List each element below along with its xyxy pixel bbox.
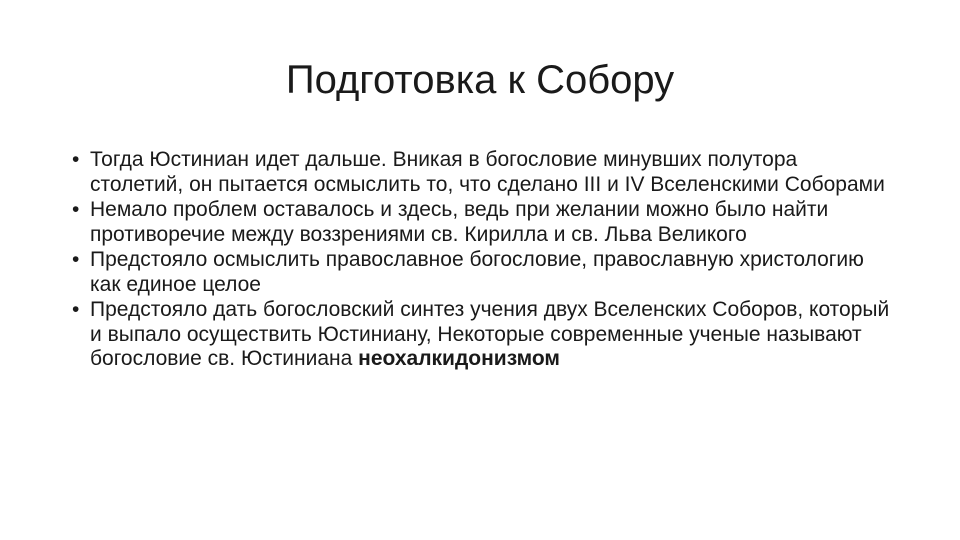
slide-title: Подготовка к Собору [285, 58, 675, 102]
bullet-text [90, 298, 889, 370]
bullet-item [72, 248, 892, 297]
bullet-text: Немало проблем оставалось и здесь, ведь при желании можно было найти противоречие между воззрениями св. Кирилла и св. Льва Великого [90, 198, 829, 246]
bullet-text-main: Предстояло дать богословский синтез учения двух Вселенских Соборов, который и выпало осуществить Юстиниану, Некоторые современные ученые называют богословие св. Юстиниана [90, 298, 890, 370]
bullet-item [72, 298, 892, 372]
bullet-text: Тогда Юстиниан идет дальше. Вникая в богословие минувших полутора столетий, он пытается осмыслить то, что сделано III и IV Вселенскими Соборами [90, 148, 885, 196]
bullet-text-emphasis: неохалкидонизмом [358, 347, 560, 370]
bullet-icon: • [72, 298, 80, 321]
bullet-icon: • [72, 248, 80, 271]
bullet-item [72, 148, 892, 197]
bullet-icon: • [72, 148, 80, 171]
bullet-icon: • [72, 198, 80, 221]
bullet-list [72, 148, 892, 373]
bullet-item [72, 198, 892, 247]
bullet-text: Предстояло осмыслить православное богословие, православную христологию как единое целое [90, 248, 864, 296]
